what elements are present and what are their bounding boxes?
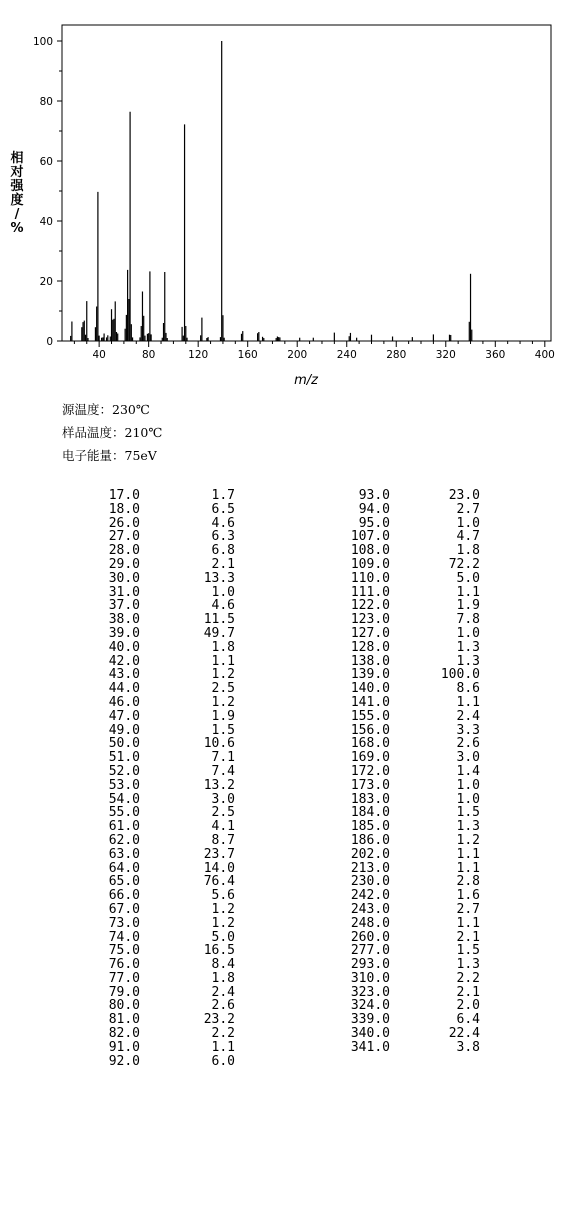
peak-row: [0, 751, 250, 765]
peak-intensity: 1.0: [456, 777, 480, 793]
peak-row: [290, 875, 490, 889]
peak-row: [290, 627, 490, 641]
peak-intensity: 1.7: [211, 488, 235, 503]
peak-mz: 42.0: [108, 653, 140, 669]
peak-intensity: 2.2: [211, 1026, 235, 1042]
peak-intensity: 1.1: [456, 694, 480, 710]
peak-row: [0, 917, 250, 931]
peak-mz: 141.0: [350, 694, 390, 710]
peak-row: [0, 944, 250, 958]
peak-row: [0, 1013, 250, 1027]
peak-row: [290, 503, 490, 517]
peak-intensity: 1.2: [211, 915, 235, 931]
peak-row: [290, 986, 490, 1000]
peak-mz: 183.0: [350, 791, 390, 807]
peak-intensity: 5.0: [211, 929, 235, 945]
x-tick-label: 40: [92, 349, 106, 361]
peak-intensity: 72.2: [448, 556, 480, 572]
peak-mz: 340.0: [350, 1026, 390, 1042]
peak-row: [290, 806, 490, 820]
peak-intensity: 4.6: [211, 598, 235, 614]
peak-intensity: 2.5: [211, 681, 235, 697]
peak-row: [0, 517, 250, 531]
peak-row: [290, 655, 490, 669]
peak-intensity: 1.0: [456, 791, 480, 807]
peak-table-right: [290, 489, 490, 1055]
peak-intensity: 1.2: [211, 694, 235, 710]
peak-intensity: 1.1: [211, 653, 235, 669]
peak-row: [290, 779, 490, 793]
peak-mz: 168.0: [350, 736, 390, 752]
y-tick-label: 60: [39, 156, 53, 168]
peak-row: [290, 820, 490, 834]
peak-row: [290, 1013, 490, 1027]
peak-intensity: 8.6: [456, 681, 480, 697]
peak-mz: 260.0: [350, 929, 390, 945]
peak-intensity: 23.0: [448, 488, 480, 503]
peak-intensity: 1.3: [456, 957, 480, 973]
peak-mz: 40.0: [108, 639, 140, 655]
peak-intensity: 1.3: [456, 653, 480, 669]
peak-mz: 93.0: [358, 488, 390, 503]
y-axis-label: 相对强度/ %: [10, 151, 24, 236]
peak-mz: 127.0: [350, 625, 390, 641]
peak-mz: 28.0: [108, 543, 140, 559]
peak-mz: 18.0: [108, 501, 140, 517]
peak-intensity: 1.3: [456, 639, 480, 655]
peak-mz: 169.0: [350, 750, 390, 766]
peak-mz: 79.0: [108, 984, 140, 1000]
peak-row: [290, 517, 490, 531]
peak-row: [0, 572, 250, 586]
peak-row: [290, 931, 490, 945]
peak-row: [290, 489, 490, 503]
y-axis: [33, 36, 62, 348]
peak-intensity: 49.7: [203, 625, 235, 641]
peak-row: [0, 503, 250, 517]
peak-intensity: 1.5: [211, 722, 235, 738]
peak-row: [0, 655, 250, 669]
peak-row: [0, 682, 250, 696]
peak-row: [0, 875, 250, 889]
peak-intensity: 10.6: [203, 736, 235, 752]
peak-mz: 62.0: [108, 832, 140, 848]
y-tick-label: 0: [46, 336, 53, 348]
peak-mz: 323.0: [350, 984, 390, 1000]
peak-mz: 202.0: [350, 846, 390, 862]
peak-mz: 26.0: [108, 515, 140, 531]
peak-intensity: 1.1: [456, 860, 480, 876]
peak-mz: 46.0: [108, 694, 140, 710]
peak-intensity: 5.6: [211, 888, 235, 904]
peak-mz: 54.0: [108, 791, 140, 807]
peak-intensity: 4.6: [211, 515, 235, 531]
y-tick-label: 20: [39, 276, 53, 288]
peak-row: [0, 599, 250, 613]
peak-mz: 75.0: [108, 943, 140, 959]
peak-intensity: 8.7: [211, 832, 235, 848]
peak-mz: 77.0: [108, 970, 140, 986]
peak-mz: 50.0: [108, 736, 140, 752]
peak-intensity: 2.4: [211, 984, 235, 1000]
peak-intensity: 100.0: [440, 667, 480, 683]
peak-row: [290, 751, 490, 765]
peak-row: [0, 889, 250, 903]
peak-row: [290, 862, 490, 876]
peak-mz: 107.0: [350, 529, 390, 545]
peak-row: [0, 613, 250, 627]
peak-intensity: 1.1: [456, 846, 480, 862]
source-temperature: 源温度：230℃: [62, 402, 150, 417]
peak-row: [290, 972, 490, 986]
peak-mz: 213.0: [350, 860, 390, 876]
peak-intensity: 3.8: [456, 1039, 480, 1055]
y-tick-label: 100: [32, 36, 53, 48]
peak-mz: 74.0: [108, 929, 140, 945]
peak-mz: 341.0: [350, 1039, 390, 1055]
peak-mz: 38.0: [108, 612, 140, 628]
peak-intensity: 6.5: [211, 501, 235, 517]
peak-mz: 109.0: [350, 556, 390, 572]
peak-row: [0, 862, 250, 876]
peak-row: [290, 765, 490, 779]
peak-intensity: 1.2: [211, 901, 235, 917]
peak-row: [290, 848, 490, 862]
peak-bars: [71, 41, 472, 341]
peak-mz: 53.0: [108, 777, 140, 793]
peak-row: [290, 917, 490, 931]
peak-mz: 140.0: [350, 681, 390, 697]
peak-row: [0, 834, 250, 848]
peak-mz: 37.0: [108, 598, 140, 614]
peak-mz: 64.0: [108, 860, 140, 876]
peak-row: [0, 986, 250, 1000]
peak-mz: 52.0: [108, 763, 140, 779]
peak-row: [0, 765, 250, 779]
x-tick-label: 80: [141, 349, 156, 361]
x-tick-label: 160: [237, 349, 258, 361]
peak-intensity: 1.2: [456, 832, 480, 848]
peak-mz: 185.0: [350, 819, 390, 835]
peak-intensity: 2.0: [456, 998, 480, 1014]
peak-row: [290, 599, 490, 613]
peak-row: [290, 944, 490, 958]
peak-row: [0, 931, 250, 945]
peak-intensity: 2.5: [211, 805, 235, 821]
peak-row: [0, 820, 250, 834]
peak-table-left: [0, 489, 250, 1068]
peak-mz: 43.0: [108, 667, 140, 683]
peak-row: [0, 1055, 250, 1069]
peak-intensity: 1.9: [211, 708, 235, 724]
x-tick-label: 240: [336, 349, 357, 361]
peak-mz: 29.0: [108, 556, 140, 572]
peak-row: [0, 793, 250, 807]
peak-mz: 108.0: [350, 543, 390, 559]
peak-row: [290, 530, 490, 544]
peak-intensity: 4.7: [456, 529, 480, 545]
peak-mz: 44.0: [108, 681, 140, 697]
peak-row: [0, 972, 250, 986]
peak-mz: 17.0: [108, 488, 140, 503]
peak-row: [0, 903, 250, 917]
peak-mz: 139.0: [350, 667, 390, 683]
peak-intensity: 2.8: [456, 874, 480, 890]
peak-row: [290, 710, 490, 724]
peak-mz: 66.0: [108, 888, 140, 904]
peak-row: [290, 1027, 490, 1041]
peak-intensity: 1.5: [456, 805, 480, 821]
peak-intensity: 2.6: [456, 736, 480, 752]
plot-frame: [62, 25, 551, 341]
peak-row: [0, 668, 250, 682]
peak-intensity: 23.7: [203, 846, 235, 862]
x-axis-label: m/z: [294, 373, 318, 388]
peak-intensity: 11.5: [203, 612, 235, 628]
x-tick-label: 120: [188, 349, 209, 361]
peak-row: [0, 806, 250, 820]
peak-mz: 184.0: [350, 805, 390, 821]
peak-intensity: 1.1: [211, 1039, 235, 1055]
peak-mz: 186.0: [350, 832, 390, 848]
peak-row: [0, 586, 250, 600]
peak-row: [290, 999, 490, 1013]
peak-row: [0, 627, 250, 641]
peak-row: [290, 544, 490, 558]
peak-row: [290, 958, 490, 972]
peak-row: [290, 696, 490, 710]
peak-intensity: 1.0: [456, 625, 480, 641]
peak-mz: 30.0: [108, 570, 140, 586]
peak-row: [290, 793, 490, 807]
peak-mz: 65.0: [108, 874, 140, 890]
peak-mz: 110.0: [350, 570, 390, 586]
peak-intensity: 1.1: [456, 584, 480, 600]
peak-row: [0, 779, 250, 793]
peak-mz: 128.0: [350, 639, 390, 655]
x-tick-label: 360: [485, 349, 506, 361]
peak-mz: 324.0: [350, 998, 390, 1014]
electron-energy: 电子能量：75eV: [62, 448, 157, 463]
peak-row: [290, 834, 490, 848]
peak-mz: 277.0: [350, 943, 390, 959]
peak-row: [290, 682, 490, 696]
peak-intensity: 1.0: [456, 515, 480, 531]
peak-row: [290, 613, 490, 627]
peak-row: [290, 641, 490, 655]
peak-intensity: 2.1: [456, 929, 480, 945]
peak-mz: 172.0: [350, 763, 390, 779]
peak-row: [290, 558, 490, 572]
peak-intensity: 1.5: [456, 943, 480, 959]
x-tick-label: 320: [435, 349, 456, 361]
peak-intensity: 6.0: [211, 1053, 235, 1069]
peak-intensity: 7.1: [211, 750, 235, 766]
mass-spectrum-chart: [0, 0, 570, 395]
peak-intensity: 1.4: [456, 763, 480, 779]
peak-intensity: 76.4: [203, 874, 235, 890]
peak-mz: 55.0: [108, 805, 140, 821]
peak-row: [0, 530, 250, 544]
peak-intensity: 3.0: [456, 750, 480, 766]
x-tick-label: 280: [386, 349, 407, 361]
peak-mz: 76.0: [108, 957, 140, 973]
peak-mz: 248.0: [350, 915, 390, 931]
peak-mz: 122.0: [350, 598, 390, 614]
peak-intensity: 2.1: [456, 984, 480, 1000]
peak-intensity: 16.5: [203, 943, 235, 959]
peak-intensity: 23.2: [203, 1012, 235, 1028]
peak-mz: 82.0: [108, 1026, 140, 1042]
peak-intensity: 4.1: [211, 819, 235, 835]
peak-mz: 80.0: [108, 998, 140, 1014]
peak-mz: 94.0: [358, 501, 390, 517]
peak-row: [0, 958, 250, 972]
peak-mz: 31.0: [108, 584, 140, 600]
sample-temperature: 样品温度：210℃: [62, 425, 163, 440]
peak-row: [290, 889, 490, 903]
peak-mz: 81.0: [108, 1012, 140, 1028]
peak-row: [0, 710, 250, 724]
peak-row: [290, 724, 490, 738]
peak-intensity: 1.2: [211, 667, 235, 683]
peak-mz: 92.0: [108, 1053, 140, 1069]
peak-intensity: 2.7: [456, 501, 480, 517]
x-tick-label: 400: [534, 349, 555, 361]
y-tick-label: 40: [39, 216, 53, 228]
peak-mz: 155.0: [350, 708, 390, 724]
peak-row: [0, 696, 250, 710]
peak-mz: 47.0: [108, 708, 140, 724]
peak-mz: 49.0: [108, 722, 140, 738]
peak-intensity: 13.2: [203, 777, 235, 793]
peak-row: [0, 641, 250, 655]
peak-intensity: 1.0: [211, 584, 235, 600]
peak-row: [290, 668, 490, 682]
peak-row: [0, 737, 250, 751]
peak-row: [290, 903, 490, 917]
x-axis: [62, 341, 555, 361]
peak-intensity: 22.4: [448, 1026, 480, 1042]
peak-mz: 73.0: [108, 915, 140, 931]
peak-mz: 39.0: [108, 625, 140, 641]
peak-intensity: 2.2: [456, 970, 480, 986]
peak-row: [0, 999, 250, 1013]
peak-row: [290, 572, 490, 586]
x-tick-label: 200: [287, 349, 308, 361]
peak-intensity: 1.8: [211, 970, 235, 986]
peak-row: [290, 586, 490, 600]
peak-row: [0, 544, 250, 558]
acquisition-conditions: [62, 398, 162, 467]
peak-intensity: 1.8: [211, 639, 235, 655]
peak-intensity: 6.4: [456, 1012, 480, 1028]
y-tick-label: 80: [39, 96, 53, 108]
peak-mz: 310.0: [350, 970, 390, 986]
peak-mz: 242.0: [350, 888, 390, 904]
peak-row: [0, 848, 250, 862]
peak-intensity: 6.8: [211, 543, 235, 559]
peak-row: [0, 558, 250, 572]
peak-intensity: 2.6: [211, 998, 235, 1014]
peak-mz: 339.0: [350, 1012, 390, 1028]
peak-mz: 91.0: [108, 1039, 140, 1055]
peak-intensity: 1.8: [456, 543, 480, 559]
peak-mz: 67.0: [108, 901, 140, 917]
peak-mz: 51.0: [108, 750, 140, 766]
peak-intensity: 7.4: [211, 763, 235, 779]
peak-mz: 63.0: [108, 846, 140, 862]
peak-intensity: 13.3: [203, 570, 235, 586]
peak-mz: 27.0: [108, 529, 140, 545]
peak-intensity: 3.3: [456, 722, 480, 738]
peak-intensity: 14.0: [203, 860, 235, 876]
peak-intensity: 7.8: [456, 612, 480, 628]
peak-row: [290, 737, 490, 751]
peak-mz: 95.0: [358, 515, 390, 531]
peak-mz: 111.0: [350, 584, 390, 600]
peak-mz: 123.0: [350, 612, 390, 628]
peak-intensity: 3.0: [211, 791, 235, 807]
peak-row: [0, 724, 250, 738]
peak-mz: 61.0: [108, 819, 140, 835]
peak-intensity: 1.1: [456, 915, 480, 931]
peak-intensity: 2.7: [456, 901, 480, 917]
peak-intensity: 2.4: [456, 708, 480, 724]
peak-intensity: 6.3: [211, 529, 235, 545]
peak-row: [0, 1027, 250, 1041]
peak-mz: 138.0: [350, 653, 390, 669]
peak-intensity: 2.1: [211, 556, 235, 572]
peak-mz: 243.0: [350, 901, 390, 917]
peak-mz: 293.0: [350, 957, 390, 973]
peak-row: [0, 1041, 250, 1055]
peak-intensity: 5.0: [456, 570, 480, 586]
peak-intensity: 1.9: [456, 598, 480, 614]
peak-mz: 173.0: [350, 777, 390, 793]
peak-mz: 156.0: [350, 722, 390, 738]
peak-row: [0, 489, 250, 503]
peak-intensity: 8.4: [211, 957, 235, 973]
peak-intensity: 1.3: [456, 819, 480, 835]
peak-row: [290, 1041, 490, 1055]
peak-intensity: 1.6: [456, 888, 480, 904]
peak-mz: 230.0: [350, 874, 390, 890]
